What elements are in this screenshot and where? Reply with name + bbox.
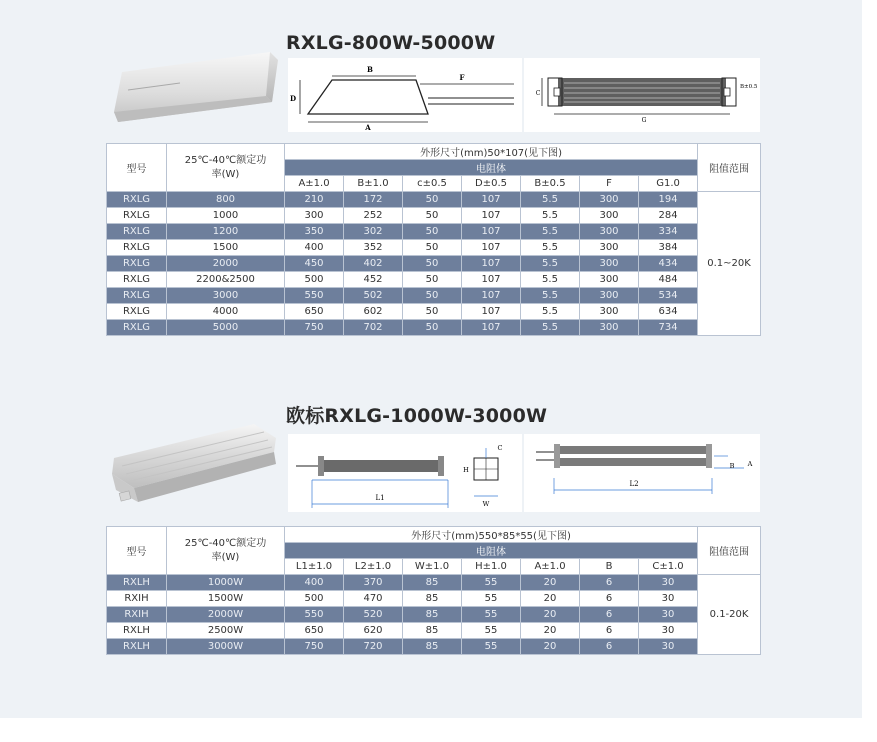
cell-resistance-range: 0.1-20K (698, 575, 761, 655)
header-model: 型号 (107, 144, 167, 192)
cell-value: 50 (403, 224, 462, 240)
column-header: c±0.5 (403, 176, 462, 192)
cell-value: 500 (285, 591, 344, 607)
column-header: L2±1.0 (344, 559, 403, 575)
cell-value: 5.5 (521, 192, 580, 208)
table-row (107, 607, 761, 623)
cell-power: 1200 (167, 224, 285, 240)
column-header: A±1.0 (521, 559, 580, 575)
cell-value: 50 (403, 272, 462, 288)
cell-value: 55 (462, 623, 521, 639)
column-header: G1.0 (639, 176, 698, 192)
section1-title: RXLG-800W-5000W (286, 32, 496, 54)
label-L2: L2 (629, 480, 639, 488)
cell-model: RXLG (107, 192, 167, 208)
drawing-side-view-eu (288, 434, 522, 512)
header-model: 型号 (107, 527, 167, 575)
table-row (107, 240, 761, 256)
column-header: F (580, 176, 639, 192)
cell-value: 302 (344, 224, 403, 240)
label-A2: A (747, 460, 753, 468)
cell-value: 55 (462, 591, 521, 607)
header-dimensions: 外形尺寸(mm)550*85*55(见下图) (285, 527, 698, 543)
label-C2: C (497, 444, 503, 452)
cell-value: 85 (403, 591, 462, 607)
cell-value: 400 (285, 575, 344, 591)
cell-value: 20 (521, 607, 580, 623)
header-dimensions: 外形尺寸(mm)50*107(见下图) (285, 144, 698, 160)
cell-value: 20 (521, 591, 580, 607)
cell-value: 650 (285, 623, 344, 639)
cell-value: 5.5 (521, 224, 580, 240)
cell-value: 85 (403, 639, 462, 655)
cell-power: 2000W (167, 607, 285, 623)
table-row (107, 208, 761, 224)
cell-value: 30 (639, 639, 698, 655)
cell-power: 5000 (167, 320, 285, 336)
spec-table-rxlh (106, 526, 761, 655)
cell-value: 50 (403, 304, 462, 320)
header-power: 25℃-40℃额定功率(W) (167, 527, 285, 575)
cell-value: 50 (403, 240, 462, 256)
cell-model: RXLG (107, 288, 167, 304)
cell-power: 2500W (167, 623, 285, 639)
cell-value: 20 (521, 639, 580, 655)
cell-value: 402 (344, 256, 403, 272)
cell-value: 5.5 (521, 272, 580, 288)
cell-value: 107 (462, 288, 521, 304)
cell-value: 300 (580, 208, 639, 224)
cell-value: 452 (344, 272, 403, 288)
page-margin-right (862, 0, 877, 718)
cell-value: 750 (285, 639, 344, 655)
cell-model: RXIH (107, 607, 167, 623)
cell-value: 5.5 (521, 304, 580, 320)
table-row (107, 304, 761, 320)
cell-value: 500 (285, 272, 344, 288)
label-D: D (289, 94, 297, 103)
cell-value: 6 (580, 575, 639, 591)
spec-table-rxlg (106, 143, 761, 336)
cell-value: 50 (403, 208, 462, 224)
cell-value: 210 (285, 192, 344, 208)
cell-value: 50 (403, 256, 462, 272)
label-G: G (641, 117, 647, 124)
table-row (107, 224, 761, 240)
label-B: B (367, 65, 373, 74)
label-L1: L1 (375, 494, 385, 502)
table-row (107, 256, 761, 272)
cell-value: 300 (580, 240, 639, 256)
cell-model: RXLG (107, 256, 167, 272)
cell-power: 800 (167, 192, 285, 208)
cell-value: 107 (462, 192, 521, 208)
label-B2: B (729, 462, 735, 470)
cell-value: 484 (639, 272, 698, 288)
cell-value: 55 (462, 575, 521, 591)
cell-value: 300 (580, 272, 639, 288)
label-F: F (459, 73, 465, 82)
column-header: D±0.5 (462, 176, 521, 192)
cell-value: 172 (344, 192, 403, 208)
cell-value: 370 (344, 575, 403, 591)
column-header: A±1.0 (285, 176, 344, 192)
cell-value: 352 (344, 240, 403, 256)
cell-value: 5.5 (521, 320, 580, 336)
cell-value: 55 (462, 639, 521, 655)
table-row (107, 288, 761, 304)
cell-value: 107 (462, 304, 521, 320)
cell-value: 300 (580, 224, 639, 240)
cell-value: 300 (580, 192, 639, 208)
header-resistance-range: 阻值范围 (698, 144, 761, 192)
cell-value: 450 (285, 256, 344, 272)
cell-model: RXLG (107, 272, 167, 288)
cell-value: 5.5 (521, 288, 580, 304)
cell-value: 6 (580, 591, 639, 607)
cell-resistance-range: 0.1~20K (698, 192, 761, 336)
cell-model: RXLG (107, 304, 167, 320)
cell-value: 50 (403, 192, 462, 208)
cell-model: RXLG (107, 320, 167, 336)
cell-value: 5.5 (521, 208, 580, 224)
cell-value: 107 (462, 272, 521, 288)
header-resistance-range: 阻值范围 (698, 527, 761, 575)
column-header: C±1.0 (639, 559, 698, 575)
cell-value: 300 (580, 320, 639, 336)
table-row (107, 623, 761, 639)
cell-value: 30 (639, 575, 698, 591)
cell-value: 334 (639, 224, 698, 240)
column-header: B±0.5 (521, 176, 580, 192)
cell-value: 550 (285, 607, 344, 623)
cell-value: 300 (580, 304, 639, 320)
cell-value: 384 (639, 240, 698, 256)
cell-value: 194 (639, 192, 698, 208)
page-margin-bottom (0, 718, 877, 742)
cell-value: 30 (639, 607, 698, 623)
cell-value: 30 (639, 591, 698, 607)
cell-value: 85 (403, 607, 462, 623)
cell-value: 6 (580, 607, 639, 623)
cell-model: RXLG (107, 224, 167, 240)
cell-value: 85 (403, 623, 462, 639)
table-row (107, 272, 761, 288)
cell-value: 634 (639, 304, 698, 320)
cell-value: 85 (403, 575, 462, 591)
cell-value: 470 (344, 591, 403, 607)
cell-model: RXLH (107, 639, 167, 655)
cell-value: 534 (639, 288, 698, 304)
cell-power: 3000W (167, 639, 285, 655)
cell-value: 350 (285, 224, 344, 240)
cell-value: 5.5 (521, 256, 580, 272)
drawing-top-view (524, 58, 760, 132)
cell-value: 502 (344, 288, 403, 304)
column-header: B (580, 559, 639, 575)
cell-value: 107 (462, 320, 521, 336)
cell-value: 400 (285, 240, 344, 256)
cell-model: RXLG (107, 208, 167, 224)
cell-power: 2200&2500 (167, 272, 285, 288)
cell-value: 300 (285, 208, 344, 224)
cell-model: RXLH (107, 575, 167, 591)
table-row (107, 320, 761, 336)
header-power: 25℃-40℃额定功率(W) (167, 144, 285, 192)
cell-value: 20 (521, 575, 580, 591)
table-row (107, 591, 761, 607)
product-photo-rxlh (104, 418, 280, 518)
cell-power: 1500 (167, 240, 285, 256)
cell-value: 30 (639, 623, 698, 639)
cell-value: 55 (462, 607, 521, 623)
cell-value: 50 (403, 320, 462, 336)
table-row (107, 639, 761, 655)
cell-value: 300 (580, 288, 639, 304)
label-B-tolerance: B±0.5 (740, 84, 758, 90)
cell-value: 750 (285, 320, 344, 336)
cell-model: RXLG (107, 240, 167, 256)
cell-power: 1000W (167, 575, 285, 591)
cell-value: 720 (344, 639, 403, 655)
drawing-side-view (288, 58, 522, 132)
drawing-top-view-eu (524, 434, 760, 512)
cell-value: 702 (344, 320, 403, 336)
cell-power: 2000 (167, 256, 285, 272)
cell-power: 1500W (167, 591, 285, 607)
cell-value: 650 (285, 304, 344, 320)
cell-value: 434 (639, 256, 698, 272)
column-header: W±1.0 (403, 559, 462, 575)
label-A: A (365, 123, 371, 132)
table-row (107, 575, 761, 591)
cell-value: 620 (344, 623, 403, 639)
header-resistor-body: 电阻体 (285, 160, 698, 176)
label-H: H (463, 466, 469, 474)
label-W: W (482, 500, 490, 508)
cell-value: 550 (285, 288, 344, 304)
cell-value: 107 (462, 256, 521, 272)
column-header: H±1.0 (462, 559, 521, 575)
cell-value: 520 (344, 607, 403, 623)
table-row (107, 192, 761, 208)
cell-value: 284 (639, 208, 698, 224)
cell-model: RXIH (107, 591, 167, 607)
column-header: B±1.0 (344, 176, 403, 192)
cell-value: 20 (521, 623, 580, 639)
section2-title: 欧标RXLG-1000W-3000W (286, 405, 548, 427)
cell-power: 4000 (167, 304, 285, 320)
cell-value: 252 (344, 208, 403, 224)
cell-value: 6 (580, 623, 639, 639)
cell-value: 107 (462, 208, 521, 224)
cell-value: 734 (639, 320, 698, 336)
label-C: C (535, 90, 541, 97)
product-photo-rxlg (110, 46, 280, 126)
cell-value: 107 (462, 240, 521, 256)
cell-value: 6 (580, 639, 639, 655)
cell-value: 107 (462, 224, 521, 240)
cell-value: 50 (403, 288, 462, 304)
cell-model: RXLH (107, 623, 167, 639)
cell-value: 602 (344, 304, 403, 320)
cell-power: 1000 (167, 208, 285, 224)
cell-value: 300 (580, 256, 639, 272)
column-header: L1±1.0 (285, 559, 344, 575)
cell-power: 3000 (167, 288, 285, 304)
cell-value: 5.5 (521, 240, 580, 256)
header-resistor-body: 电阻体 (285, 543, 698, 559)
